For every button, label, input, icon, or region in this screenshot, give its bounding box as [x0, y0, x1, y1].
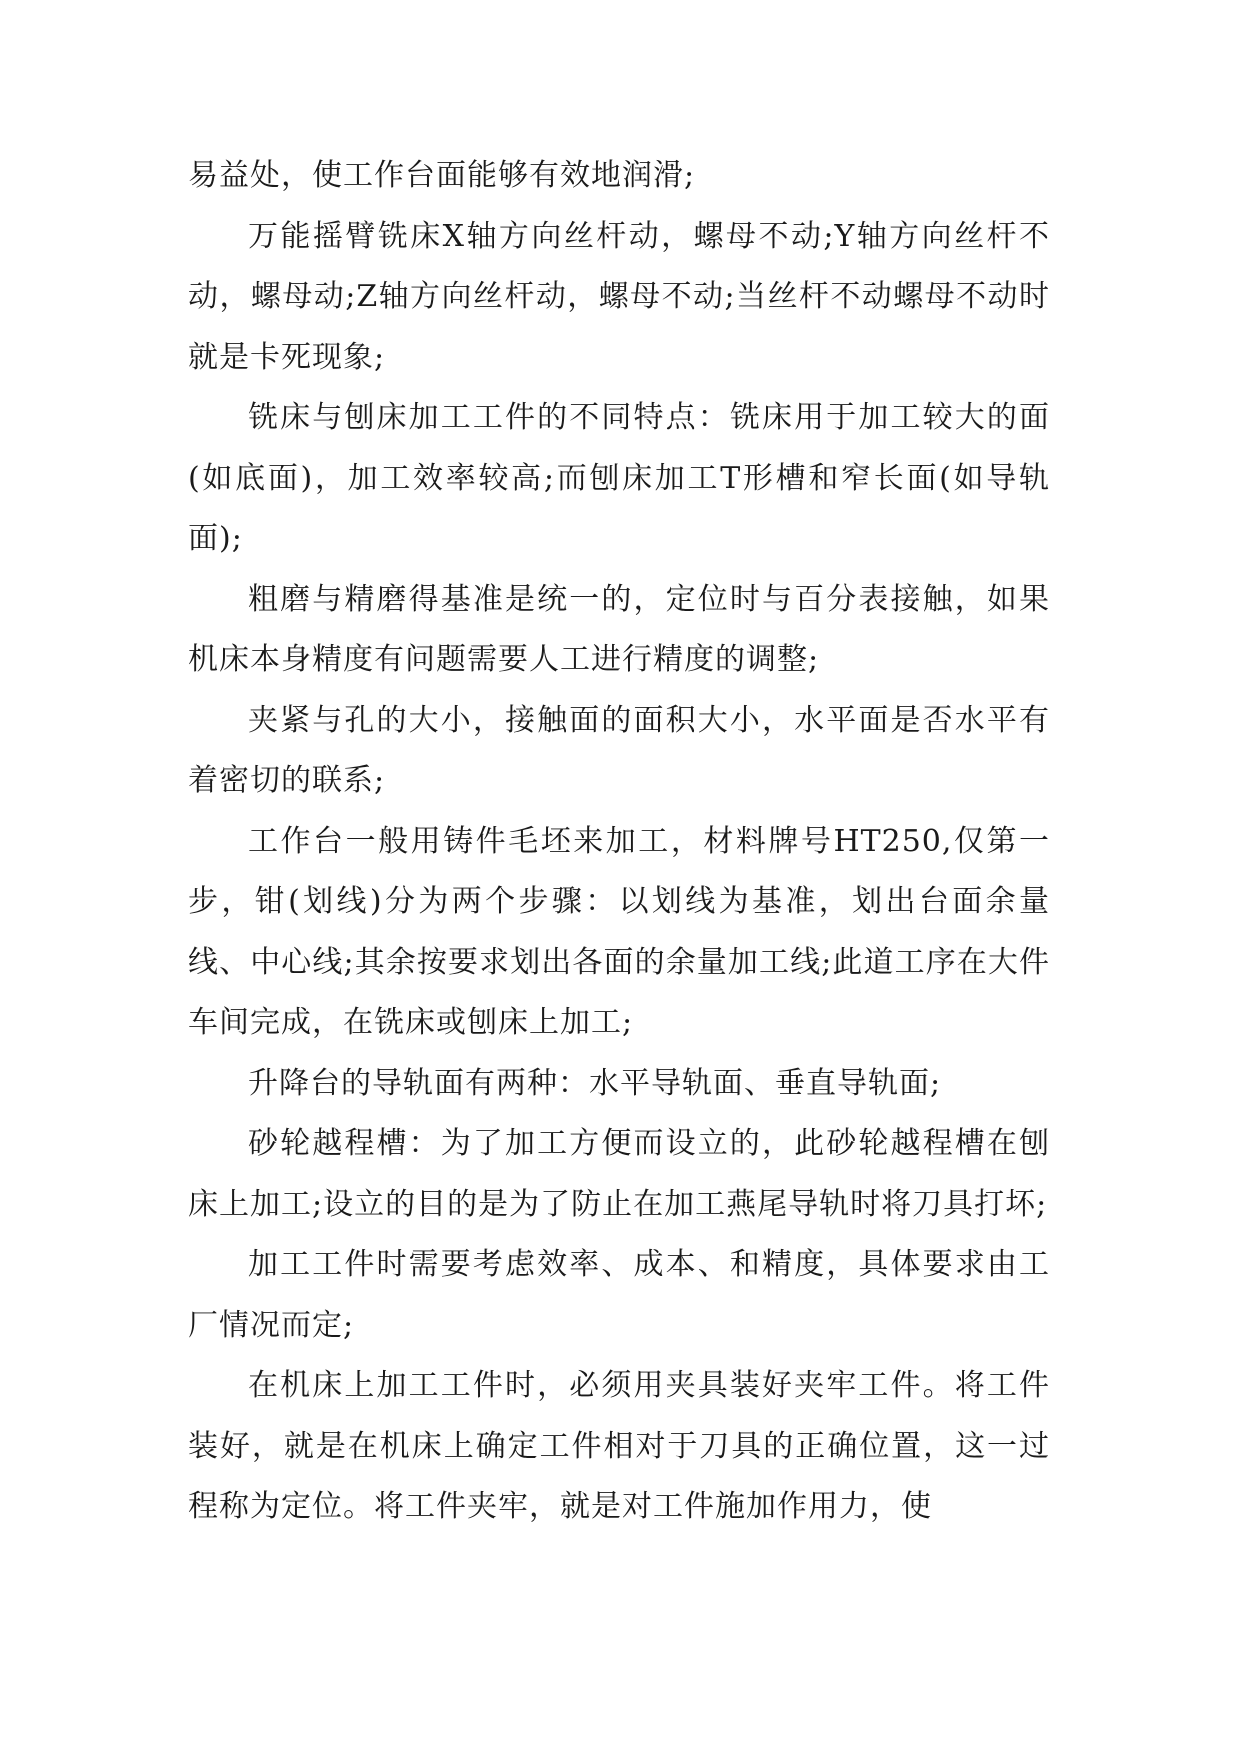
- paragraph-grinding-datum: 粗磨与精磨得基准是统一的，定位时与百分表接触，如果机床本身精度有问题需要人工进行精度的调整;: [188, 581, 1050, 677]
- paragraph-fixture-positioning: 在机床上加工工件时，必须用夹具装好夹牢工件。将工件装好，就是在机床上确定工件相对于刀具的正确位置，这一过程称为定位。将工件夹牢，就是对工件施加作用力，使: [188, 1368, 1050, 1524]
- paragraph-grinding-undercut: 砂轮越程槽：为了加工方便而设立的，此砂轮越程槽在刨床上加工;设立的目的是为了防止在加工燕尾导轨时将刀具打坏;: [188, 1126, 1050, 1222]
- paragraph-worktable-casting: 工作台一般用铸件毛坯来加工，材料牌号HT250,仅第一步，钳(划线)分为两个步骤：以划线为基准，划出台面余量线、中心线;其余按要求划出各面的余量加工线;此道工序在大件车间完成，在铣床或刨床上加工;: [188, 823, 1050, 1040]
- paragraph-lifting-table-guides: 升降台的导轨面有两种：水平导轨面、垂直导轨面;: [248, 1065, 942, 1101]
- paragraph-continuation: 易益处，使工作台面能够有效地润滑;: [188, 158, 696, 193]
- paragraph-rocker-arm-milling: 万能摇臂铣床X轴方向丝杆动，螺母不动;Y轴方向丝杆不动，螺母动;Z轴方向丝杆动，螺母不动;当丝杆不动螺母不动时就是卡死现象;: [188, 218, 1050, 375]
- body-text: [188, 146, 1050, 1538]
- paragraph-efficiency-cost: 加工工件时需要考虑效率、成本、和精度，具体要求由工厂情况而定;: [188, 1247, 1050, 1343]
- paragraph-milling-vs-planing: 铣床与刨床加工工件的不同特点：铣床用于加工较大的面(如底面)，加工效率较高;而刨床加工T形槽和窄长面(如导轨面);: [188, 400, 1050, 556]
- paragraph-clamping: 夹紧与孔的大小，接触面的面积大小，水平面是否水平有着密切的联系;: [188, 702, 1050, 798]
